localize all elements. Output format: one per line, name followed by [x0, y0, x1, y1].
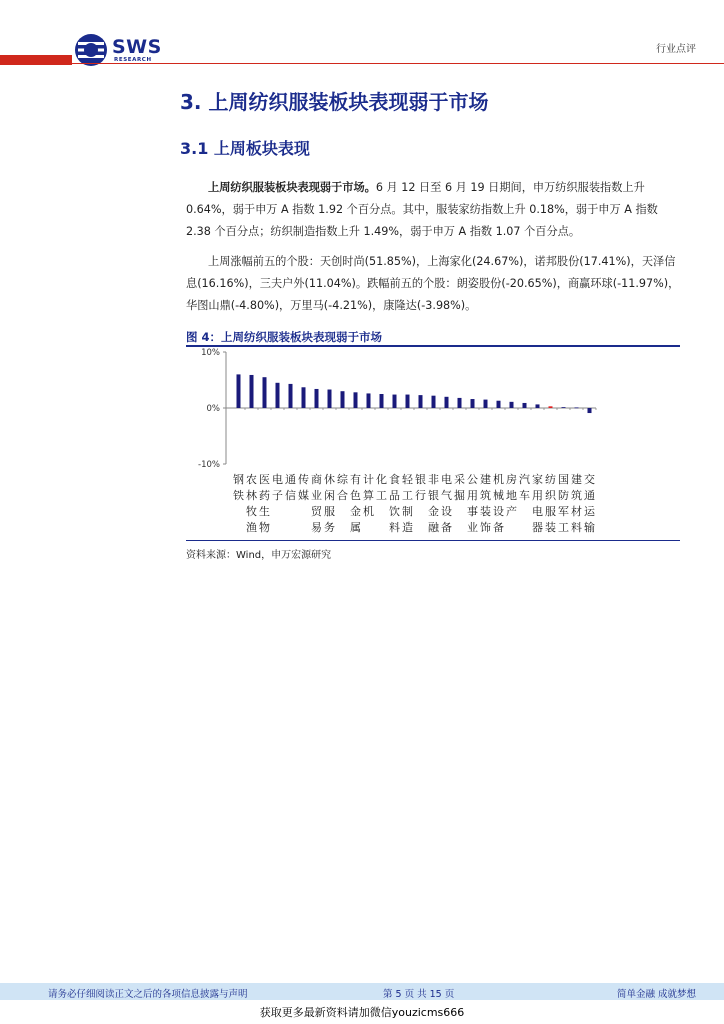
x-tick-label: 休闲服务 [324, 473, 335, 534]
x-tick-label: 采掘 [454, 473, 465, 502]
x-tick-label: 电气设备 [441, 473, 452, 534]
x-tick-label: 国防军工 [558, 473, 569, 534]
bar-电气设备 [445, 397, 449, 408]
bar-交通运输 [588, 408, 592, 413]
bar-休闲服务 [328, 390, 332, 408]
sws-logo [74, 33, 194, 67]
subsection-title: 3.1 上周板块表现 [180, 139, 310, 158]
paragraph-1-body: 6 月 12 日至 6 月 19 日期间，申万纺织服装指数上升 0.64%，弱于申万 A 指数 1.92 个百分点。其中，服装家纺指数上升 0.18%，弱于申万 A 指数 2.38 个百分点；纺织制造指数上升 1.49%，弱于申万 A 指数 1.07 个百分点。 [186, 181, 658, 238]
x-tick-label: 机械设备 [493, 473, 504, 534]
x-tick-label: 轻工制造 [402, 473, 413, 534]
x-tick-label: 传媒 [298, 473, 309, 502]
bar-传媒 [302, 387, 306, 408]
x-tick-label: 汽车 [519, 473, 530, 502]
bar-化工 [380, 394, 384, 408]
x-tick-label: 公用事业 [467, 473, 478, 534]
bar-非银金融 [432, 396, 436, 408]
logo-subtext: RESEARCH [114, 57, 152, 63]
report-type-label: 行业点评 [656, 44, 696, 55]
x-tick-label: 交通运输 [584, 473, 595, 534]
bar-公用事业 [471, 399, 475, 408]
x-tick-label: 建筑材料 [571, 473, 582, 534]
promo-text: 获取更多最新资料请加微信youzicms666 [259, 1006, 465, 1019]
paragraph-1-lead: 上周纺织服装板块表现弱于市场。 [208, 181, 376, 194]
x-tick-label: 房地产 [506, 473, 517, 518]
x-tick-label: 计算机 [363, 473, 374, 518]
paragraph-1 [186, 177, 680, 243]
figure-source: 资料来源：Wind，申万宏源研究 [186, 550, 332, 561]
bar-采掘 [458, 398, 462, 408]
x-tick-label: 农林牧渔 [246, 473, 257, 534]
bar-机械设备 [497, 401, 501, 408]
bar-通信 [289, 384, 293, 408]
x-tick-label: 综合 [337, 473, 348, 502]
footer-slogan: 简单金融 成就梦想 [616, 989, 696, 1000]
x-tick-label: 通信 [285, 473, 296, 502]
x-tick-label: 电子 [272, 473, 283, 502]
figure-title: 图 4：上周纺织服装板块表现弱于市场 [186, 330, 383, 344]
bar-汽车 [523, 403, 527, 408]
bar-建筑材料 [575, 407, 579, 408]
bar-建筑装饰 [484, 400, 488, 408]
figure-bottom-rule [186, 540, 680, 541]
x-tick-label: 纺织服装 [545, 473, 556, 534]
footer-disclaimer: 请务必仔细阅读正文之后的各项信息披露与声明 [48, 989, 248, 1000]
y-tick-label: 10% [201, 348, 220, 358]
x-tick-label: 家用电器 [532, 473, 543, 534]
bar-房地产 [510, 402, 514, 408]
x-tick-label: 钢铁 [233, 473, 244, 502]
bar-家用电器 [536, 404, 540, 408]
x-tick-label: 建筑装饰 [480, 473, 491, 534]
bar-综合 [341, 391, 345, 408]
y-tick-label: 0% [206, 404, 220, 414]
paragraph-2 [186, 251, 680, 317]
x-tick-label: 非银金融 [428, 473, 439, 534]
paragraph-2-body: 上周涨幅前五的个股：天创时尚(51.85%)，上海家化(24.67%)，诺邦股份(17.41%)，天泽信息(16.16%)，三夫户外(11.04%)。跌幅前五的个股：朗姿股份(-20.65%)，商赢环球(-11.97%)，华图山鼎(-4.80%)，万里马(-4.21%)，康隆达(-3.98%)。 [186, 255, 680, 312]
footer-page-number: 第 5 页 共 15 页 [383, 989, 455, 1000]
sws-logo-icon [74, 33, 108, 67]
x-tick-label: 食品饮料 [389, 473, 400, 534]
x-tick-label: 银行 [415, 473, 426, 502]
bar-计算机 [367, 393, 371, 408]
x-tick-label: 医药生物 [259, 473, 270, 534]
bar-chart [186, 346, 680, 540]
bar-有色金属 [354, 392, 358, 408]
x-tick-label: 商业贸易 [311, 473, 322, 534]
bar-轻工制造 [406, 395, 410, 408]
bar-商业贸易 [315, 389, 319, 408]
bar-食品饮料 [393, 395, 397, 408]
bar-钢铁 [237, 374, 241, 408]
header-rule [72, 63, 724, 64]
header-red-bar [0, 55, 72, 65]
bar-银行 [419, 395, 423, 408]
bar-纺织服装 [549, 406, 553, 408]
section-title: 3. 上周纺织服装板块表现弱于市场 [180, 90, 489, 114]
bar-国防军工 [562, 407, 566, 408]
bar-医药生物 [263, 377, 267, 408]
bar-电子 [276, 383, 280, 408]
logo-text: SWS [112, 36, 162, 58]
x-tick-label: 化工 [376, 473, 387, 502]
bar-农林牧渔 [250, 375, 254, 408]
x-tick-label: 有色金属 [350, 473, 361, 534]
y-tick-label: -10% [198, 460, 220, 470]
